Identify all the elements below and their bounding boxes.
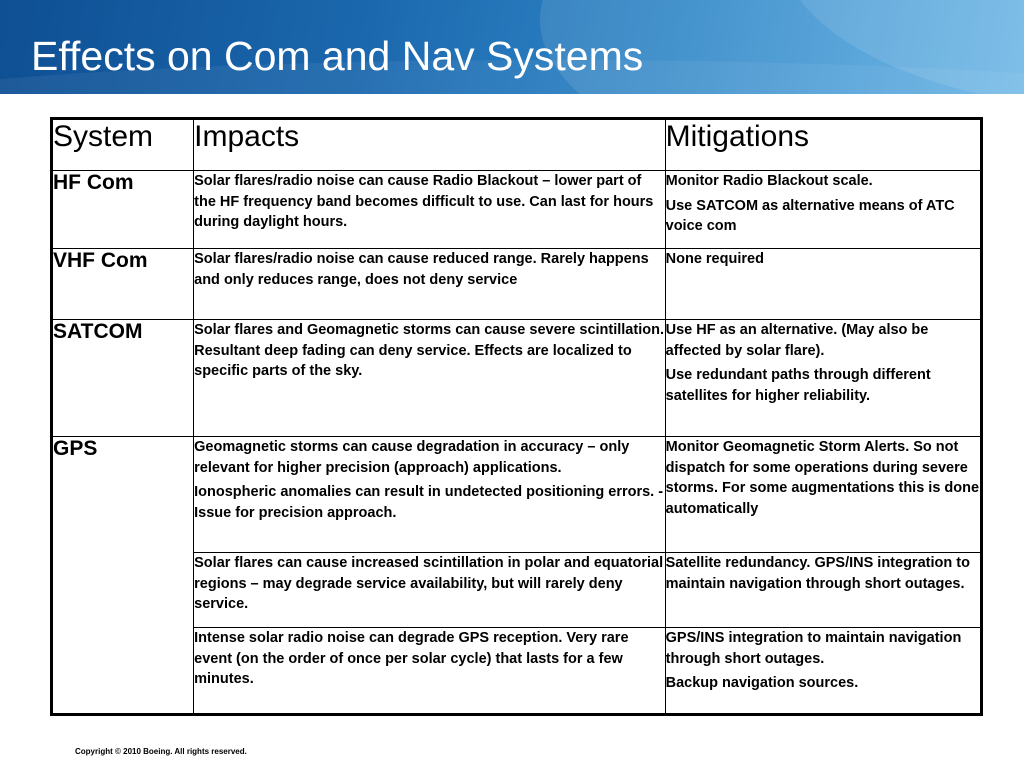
mitigations-cell [665,437,980,553]
mitigation-text: Monitor Radio Blackout scale. [665,173,873,189]
title-bar [0,0,1024,94]
impacts-cell [194,437,666,553]
table-row [53,249,981,320]
column-header-impacts: Impacts [194,120,666,171]
mitigations-cell [665,249,980,320]
mitigation-text: Backup navigation sources. [665,675,859,691]
impacts-cell [194,171,666,249]
impact-text: Intense solar radio noise can degrade GPS reception. Very rare event (on the order of once per solar cycle) that lasts for a few minutes. [194,630,629,687]
table-row [53,320,981,437]
impact-text: Solar flares/radio noise can cause Radio Blackout – lower part of the HF frequency band becomes difficult to use. Can last for hours during daylight hours. [194,173,654,230]
table-header-row [53,120,981,171]
mitigation-text: Monitor Geomagnetic Storm Alerts. So not dispatch for some operations during severe storms. For some augmentations this is done automatically [665,439,980,517]
mitigation-text: Use SATCOM as alternative means of ATC voice com [665,197,955,234]
impacts-cell [194,249,666,320]
table-row [53,171,981,249]
impact-text: Solar flares can cause increased scintillation in polar and equatorial regions – may degrade service availability, but will rarely deny service. [194,555,664,612]
table-row [53,437,981,553]
column-header-system: System [53,120,194,171]
impact-text: Ionospheric anomalies can result in undetected positioning errors. - Issue for precision approach. [194,484,664,521]
mitigations-cell [665,553,980,628]
mitigations-cell [665,628,980,714]
impacts-cell [194,320,666,437]
impacts-cell [194,628,666,714]
mitigation-text: Use HF as an alternative. (May also be affected by solar flare). [665,322,929,359]
mitigation-text: Use redundant paths through different satellites for higher reliability. [665,367,931,404]
system-cell: GPS [53,437,194,714]
column-header-mitigations: Mitigations [665,120,980,171]
impact-text: Solar flares and Geomagnetic storms can cause severe scintillation. Resultant deep fading can deny service. Effects are localized to specific parts of the sky. [194,322,664,379]
system-cell: SATCOM [53,320,194,437]
mitigations-cell [665,320,980,437]
impact-text: Solar flares/radio noise can cause reduced range. Rarely happens and only reduces range, does not deny service [194,251,649,288]
effects-table [52,119,981,714]
copyright-footer: Copyright © 2010 Boeing. All rights reserved. [75,747,247,756]
slide-title: Effects on Com and Nav Systems [31,33,644,79]
impact-text: Geomagnetic storms can cause degradation in accuracy – only relevant for higher precision (approach) applications. [194,439,630,476]
system-cell: HF Com [53,171,194,249]
mitigation-text: None required [665,251,764,267]
mitigation-text: Satellite redundancy. GPS/INS integration to maintain navigation through short outages. [665,555,970,592]
mitigations-cell [665,171,980,249]
mitigation-text: GPS/INS integration to maintain navigation through short outages. [665,630,962,667]
impacts-cell [194,553,666,628]
system-cell: VHF Com [53,249,194,320]
